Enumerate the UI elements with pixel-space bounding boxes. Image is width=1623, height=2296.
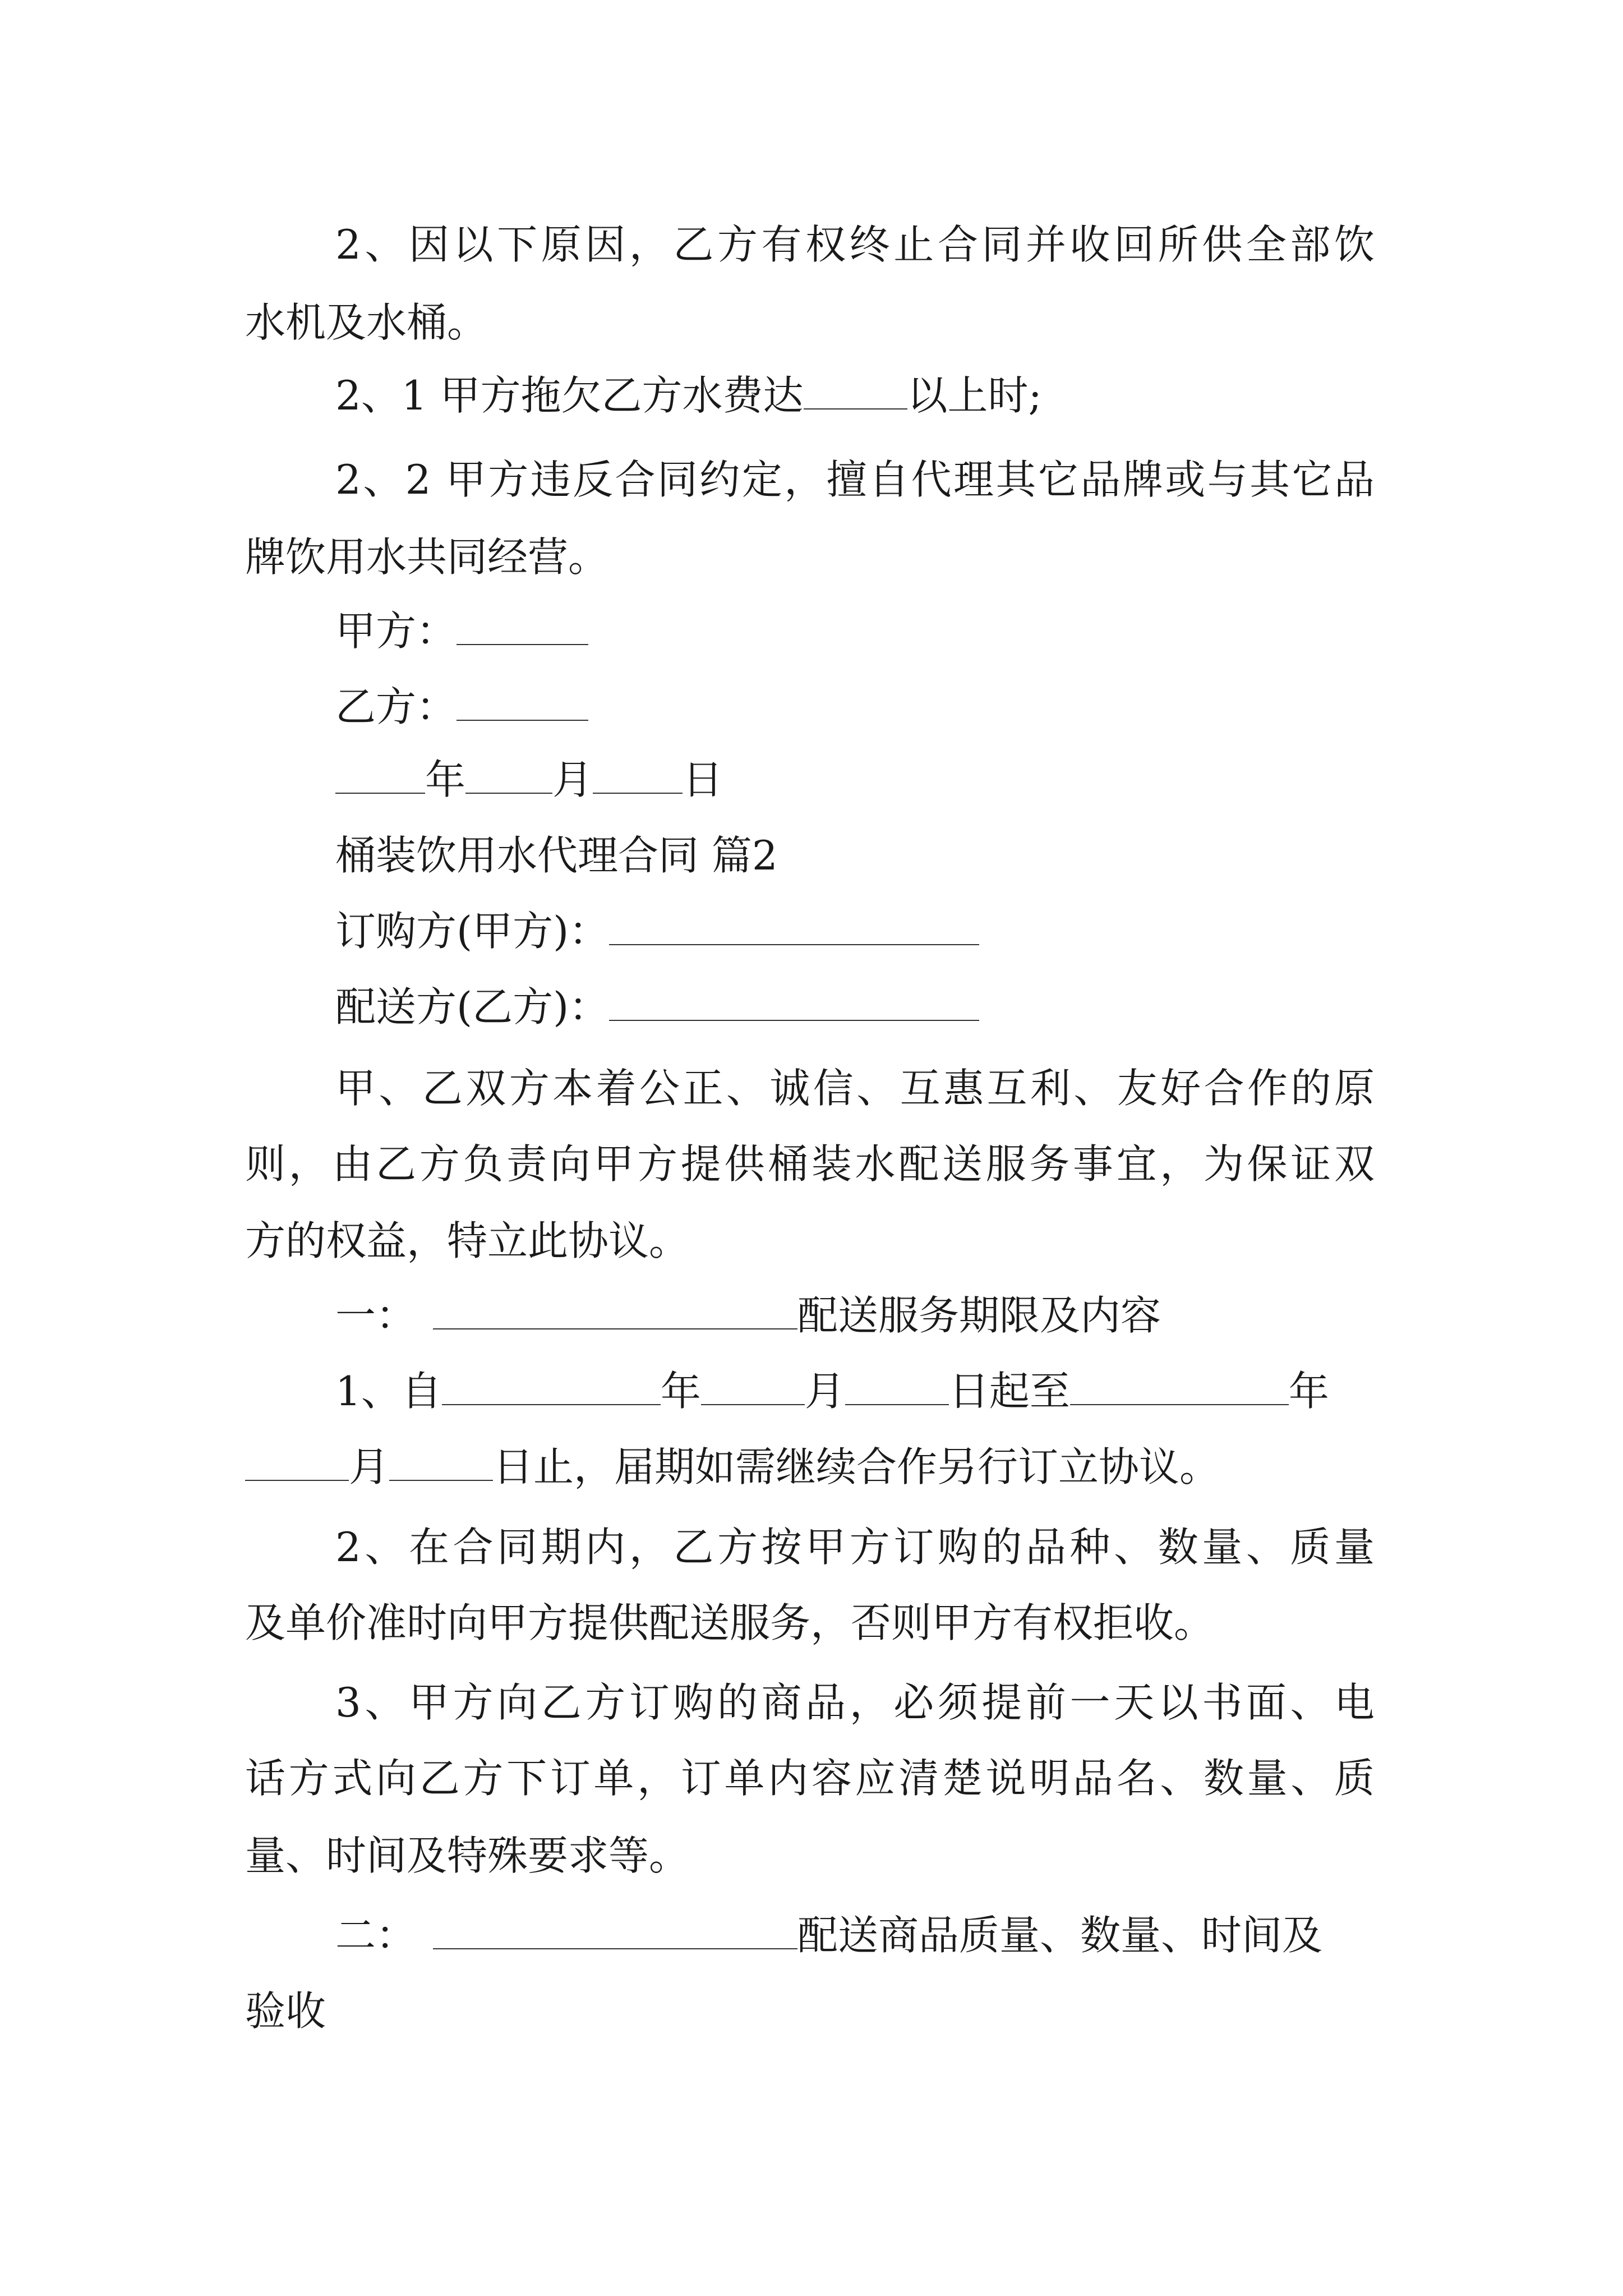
- blank-line: [804, 369, 907, 409]
- preamble-line-1: 甲、乙双方本着公正、诚信、互惠互利、友好合作的原: [335, 1065, 1375, 1112]
- clause-1-line-2: [245, 1436, 1220, 1498]
- article-1-title: 配送服务期限及内容: [797, 1292, 1161, 1339]
- preamble-line-2: 则，由乙方负责向甲方提供桶装水配送服务事宜，为保证双: [245, 1140, 1375, 1188]
- supplier-label: 配送方(乙方)：: [335, 983, 610, 1030]
- blank-line: [593, 753, 683, 794]
- clause-3-line-1: 3、甲方向乙方订购的商品，必须提前一天以书面、电: [335, 1679, 1375, 1726]
- clause-1-line-1: [335, 1360, 1329, 1422]
- clause-1-tail: 日止，届期如需继续合作另行订立协议。: [493, 1443, 1220, 1490]
- party-b-signature: [335, 676, 588, 738]
- buyer-line: [335, 900, 979, 962]
- blank-line: [433, 1289, 797, 1329]
- clause-2b-line-1: 2、在合同期内，乙方按甲方订购的品种、数量、质量: [335, 1524, 1375, 1571]
- blank-line: [701, 1365, 805, 1405]
- clause-2-1: [335, 365, 1042, 426]
- blank-line: [1070, 1365, 1289, 1405]
- blank-line: [457, 605, 588, 645]
- blank-line: [465, 753, 552, 794]
- party-a-signature: [335, 600, 588, 662]
- blank-line: [457, 680, 588, 721]
- blank-line: [335, 753, 425, 794]
- month-label: 月: [804, 1368, 845, 1415]
- month-label: 月: [552, 756, 593, 803]
- article-2-heading: [335, 1904, 1322, 1966]
- party-a-label: 甲方：: [335, 608, 457, 655]
- blank-line: [845, 1365, 949, 1405]
- clause-2-1-text: 2、1 甲方拖欠乙方水费达: [335, 372, 804, 419]
- blank-line: [389, 1441, 493, 1481]
- supplier-line: [335, 976, 979, 1038]
- clause-1-text: 1、自: [335, 1368, 442, 1415]
- blank-line: [245, 1441, 349, 1481]
- clause-2b-line-2: 及单价准时向甲方提供配送服务，否则甲方有权拒收。: [245, 1599, 1215, 1646]
- section-title: 桶装饮用水代理合同 篇2: [335, 832, 778, 879]
- clause-2-2-line-1: 2、2 甲方违反合同约定，擅自代理其它品牌或与其它品: [335, 456, 1375, 503]
- article-2-number: 二：: [335, 1912, 417, 1959]
- clause-2-1-tail: 以上时;: [907, 372, 1042, 419]
- date-line: [335, 749, 723, 811]
- blank-line: [609, 905, 979, 945]
- blank-line: [609, 981, 979, 1021]
- party-b-label: 乙方：: [335, 683, 457, 730]
- year-label: 年: [660, 1368, 701, 1415]
- year-label: 年: [425, 756, 466, 803]
- month-label: 月: [349, 1443, 390, 1490]
- day-to-label: 日起至: [948, 1368, 1070, 1415]
- clause-3-line-2: 话方式向乙方下订单，订单内容应清楚说明品名、数量、质: [245, 1755, 1375, 1802]
- clause-3-line-3: 量、时间及特殊要求等。: [245, 1832, 690, 1879]
- year-label: 年: [1288, 1368, 1329, 1415]
- article-2-heading-line-2: 验收: [245, 1987, 326, 2035]
- article-1-number: 一：: [335, 1292, 417, 1339]
- clause-2-line-1: 2、因以下原因，乙方有权终止合同并收回所供全部饮: [335, 221, 1375, 268]
- buyer-label: 订购方(甲方)：: [335, 908, 610, 955]
- blank-line: [442, 1365, 661, 1405]
- blank-line: [433, 1909, 797, 1949]
- day-label: 日: [683, 756, 723, 803]
- article-2-title: 配送商品质量、数量、时间及: [797, 1912, 1323, 1959]
- article-1-heading: [335, 1285, 1161, 1346]
- clause-2-line-2: 水机及水桶。: [245, 299, 488, 346]
- preamble-line-3: 方的权益，特立此协议。: [245, 1217, 690, 1264]
- clause-2-2-line-2: 牌饮用水共同经营。: [245, 533, 609, 581]
